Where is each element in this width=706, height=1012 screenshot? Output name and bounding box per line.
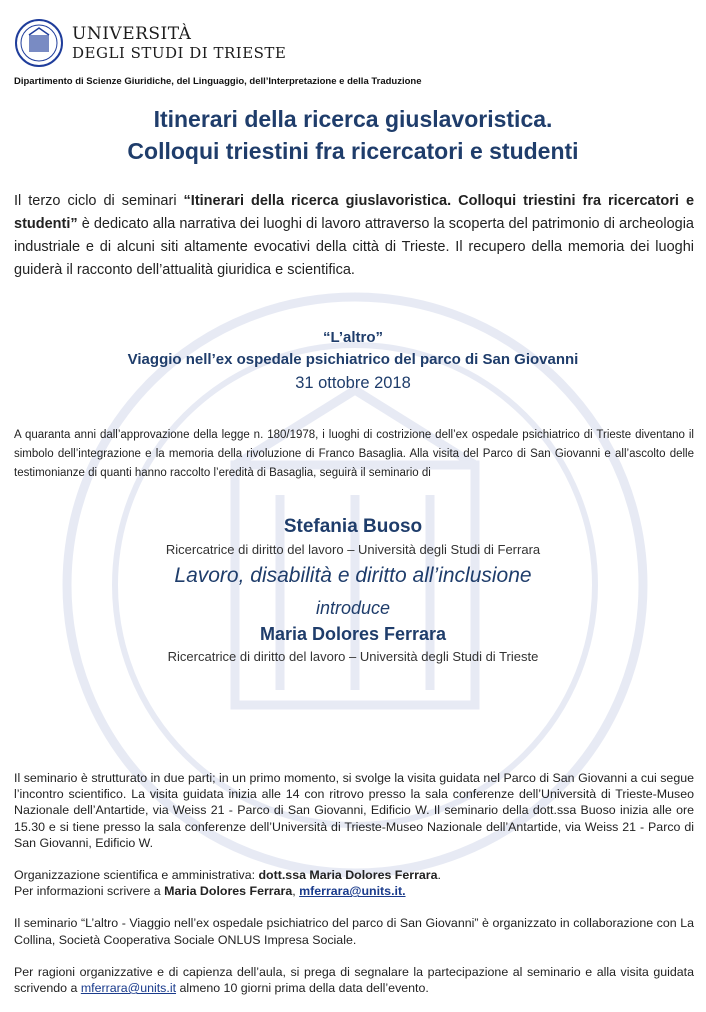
speaker2-role: Ricercatrice di diritto del lavoro – Università degli Studi di Trieste: [167, 649, 539, 664]
event-date: 31 ottobre 2018: [295, 374, 411, 392]
registration-email-link[interactable]: mferrara@units.it: [80, 981, 177, 996]
reg-pre: Per ragioni organizzative e di capienza dell’aula, si prega di segnalare la partecipazione al seminario e alla visita guidata scrivendo a: [14, 964, 694, 996]
contact-email-link[interactable]: mferrara@units.it.: [299, 884, 406, 899]
contact-sep: ,: [292, 884, 300, 899]
university-line1: UNIVERSITÀ: [72, 24, 192, 44]
registration-paragraph: [14, 964, 694, 996]
reg-post: almeno 10 giorni prima della data dell’evento.: [176, 981, 429, 996]
org-post: .: [437, 868, 441, 883]
event-quote: “L’altro”: [322, 329, 383, 346]
contact-pre: Per informazioni scrivere a: [14, 884, 165, 899]
university-name: [72, 24, 286, 62]
event-heading: [0, 327, 706, 395]
org-pre: Organizzazione scientifica e amministrativa:: [14, 868, 259, 883]
header: [14, 18, 286, 68]
intro-bold: “Itinerari della ricerca giuslavoristica. Colloqui triestini fra ricercatori e studenti”: [14, 193, 695, 232]
info-section: [14, 770, 694, 1012]
title-line2: Colloqui triestini fra ricercatori e studenti: [127, 138, 579, 164]
department-name: Dipartimento di Scienze Giuridiche, del Linguaggio, dell’Interpretazione e della Traduzione: [14, 76, 422, 87]
structure-paragraph: Il seminario è strutturato in due parti; in un primo momento, si svolge la visita guidata nel Parco di San Giovanni a cui segue l’incontro scientifico. La visita guidata inizia alle 14 con ritrovo presso la sala conferenze dell’Università di Trieste-Museo Nazionale dell’Antartide, via Weiss 21 - Parco di San Giovanni, Edificio W. Il seminario della dott.ssa Buoso inizia alle ore 15.30 e si tiene presso la sala conferenze dell’Università di Trieste-Museo Nazionale dell’Antartide, via Weiss 21 - Parco di San Giovanni, Edificio W.: [14, 771, 694, 850]
intro-paragraph: [14, 190, 694, 282]
introduce-label: introduce: [315, 598, 391, 618]
talk-title: Lavoro, disabilità e diritto all’inclusione: [174, 564, 532, 587]
speaker1-role: Ricercatrice di diritto del lavoro – Università degli Studi di Ferrara: [165, 542, 541, 557]
speaker1-name: Stefania Buoso: [283, 516, 423, 537]
event-description: A quaranta anni dall’approvazione della legge n. 180/1978, i luoghi di costrizione dell’ex ospedale psichiatrico di Trieste diventano il simbolo dell’integrazione e la memoria della rivoluzione di Franco Basaglia. Alla visita del Parco di San Giovanni e all’ascolto delle testimonianze di quanti hanno raccolto l’eredità di Basaglia, seguirà il seminario di: [14, 429, 694, 479]
page-title: [0, 103, 706, 167]
speaker2-name: Maria Dolores Ferrara: [259, 624, 447, 644]
university-line2: DEGLI STUDI DI TRIESTE: [72, 44, 287, 62]
org-name: dott.ssa Maria Dolores Ferrara: [258, 868, 438, 883]
event-subtitle: Viaggio nell’ex ospedale psichiatrico del parco di San Giovanni: [127, 351, 579, 368]
intro-post: è dedicato alla narrativa dei luoghi di lavoro attraverso la scoperta del patrimonio di archeologia industriale e di alcuni siti altamente evocativi della città di Trieste. Il recupero della memoria dei luoghi guiderà il racconto dell’attualità giuridica e scientifica.: [14, 216, 694, 278]
title-line1: Itinerari della ricerca giuslavoristica.: [153, 106, 553, 132]
contact-name: Maria Dolores Ferrara: [164, 884, 293, 899]
intro-pre: Il terzo ciclo di seminari: [14, 193, 184, 209]
speakers-section: [0, 514, 706, 667]
university-seal-icon: [14, 18, 64, 68]
organization-paragraph: [14, 867, 694, 899]
collaboration-paragraph: Il seminario “L’altro - Viaggio nell’ex ospedale psichiatrico del parco di San Giovanni” è organizzato in collaborazione con La Collina, Società Cooperativa Sociale ONLUS Impresa Sociale.: [14, 916, 694, 947]
